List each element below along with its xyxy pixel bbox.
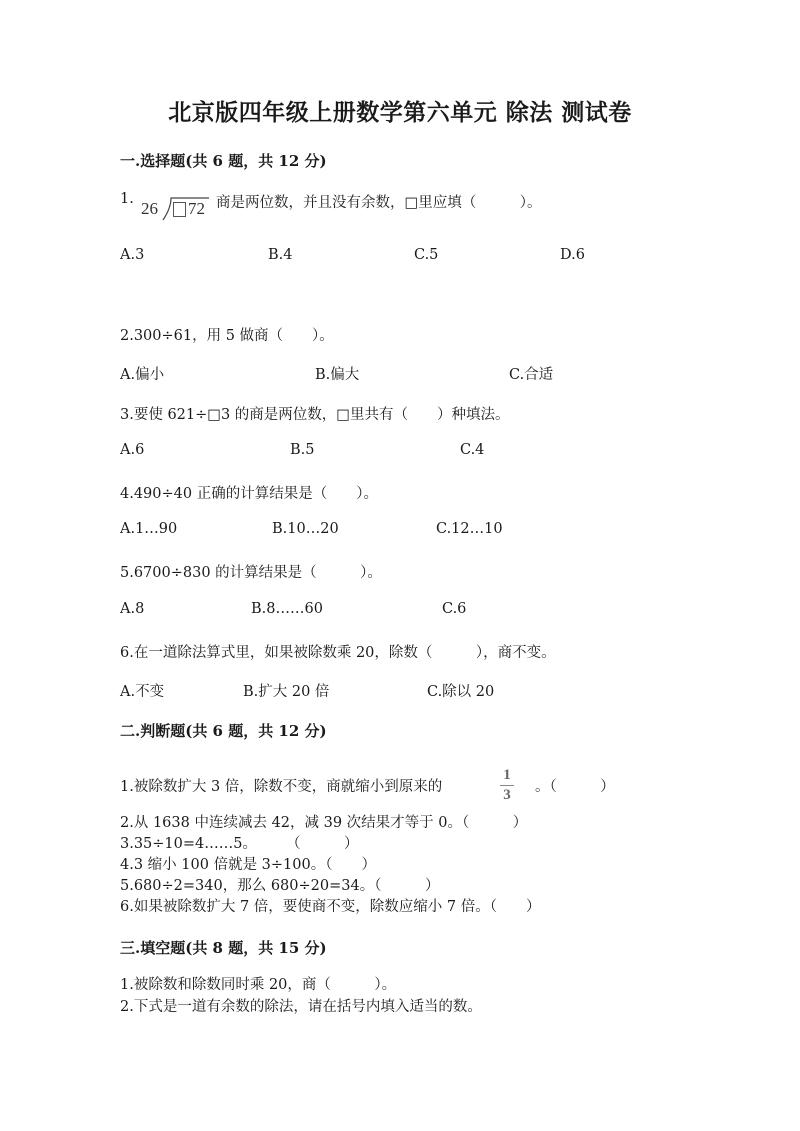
question-text: 4.490÷40 正确的计算结果是（ ）。 <box>120 486 378 502</box>
option-b: B.偏大 <box>315 367 360 383</box>
option-b: B.5 <box>290 442 315 458</box>
option-b: B.4 <box>268 247 293 263</box>
fraction-one-third <box>500 768 514 803</box>
option-a: A.不变 <box>120 684 165 700</box>
fraction-numerator: 1 <box>503 767 511 783</box>
option-c: C.除以 20 <box>427 684 495 700</box>
question-text: 商是两位数，并且没有余数，□里应填（ ）。 <box>216 195 542 211</box>
question-text: 5.680÷2=340，那么 680÷20=34。（ ） <box>120 878 440 894</box>
divisor: 26 <box>141 199 158 218</box>
page-title: 北京版四年级上册数学第六单元 除法 测试卷 <box>168 99 632 126</box>
option-a: A.3 <box>120 247 145 263</box>
option-a: A.8 <box>120 601 145 617</box>
section-heading-judge: 二.判断题(共 6 题，共 12 分) <box>120 722 327 740</box>
question-text: 1.被除数和除数同时乘 20，商（ ）。 <box>120 977 397 993</box>
question-text: 6.在一道除法算式里，如果被除数乘 20，除数（ ），商不变。 <box>120 645 556 661</box>
option-c: C.5 <box>414 247 439 263</box>
option-a: A.偏小 <box>120 367 165 383</box>
option-a: A.6 <box>120 442 145 458</box>
section-heading-choice: 一.选择题(共 6 题，共 12 分) <box>120 152 327 170</box>
question-text: 2.300÷61，用 5 做商（ ）。 <box>120 328 334 344</box>
question-text: 3.要使 621÷□3 的商是两位数，□里共有（ ）种填法。 <box>120 407 510 423</box>
question-text: 5.6700÷830 的计算结果是（ ）。 <box>120 565 382 581</box>
question-text: 2.从 1638 中连续减去 42，减 39 次结果才等于 0。（ ） <box>120 815 528 831</box>
question-text: 3.35÷10=4……5。 （ ） <box>120 836 359 852</box>
fraction-denominator: 3 <box>503 787 511 803</box>
option-d: D.6 <box>560 247 585 263</box>
question-answer-bracket: 。（ ） <box>535 779 615 795</box>
section-heading-fill: 三.填空题(共 8 题，共 15 分) <box>120 939 327 957</box>
question-text: 2.下式是一道有余数的除法，请在括号内填入适当的数。 <box>120 999 482 1015</box>
question-text: 1.被除数扩大 3 倍，除数不变，商就缩小到原来的 <box>120 779 443 795</box>
option-c: C.12…10 <box>436 521 503 537</box>
fraction-bar <box>500 785 514 786</box>
option-b: B.8……60 <box>251 601 323 617</box>
option-b: B.10…20 <box>272 521 339 537</box>
option-c: C.4 <box>460 442 485 458</box>
dividend: 72 <box>188 199 205 218</box>
question-number: 1. <box>120 191 134 207</box>
question-text: 4.3 缩小 100 倍就是 3÷100。（ ） <box>120 857 376 873</box>
blank-box <box>173 202 186 217</box>
option-a: A.1…90 <box>120 521 178 537</box>
option-b: B.扩大 20 倍 <box>243 684 330 700</box>
option-c: C.合适 <box>509 367 554 383</box>
option-c: C.6 <box>442 601 467 617</box>
question-text: 6.如果被除数扩大 7 倍，要使商不变，除数应缩小 7 倍。（ ） <box>120 899 541 915</box>
long-division-figure <box>141 196 211 222</box>
